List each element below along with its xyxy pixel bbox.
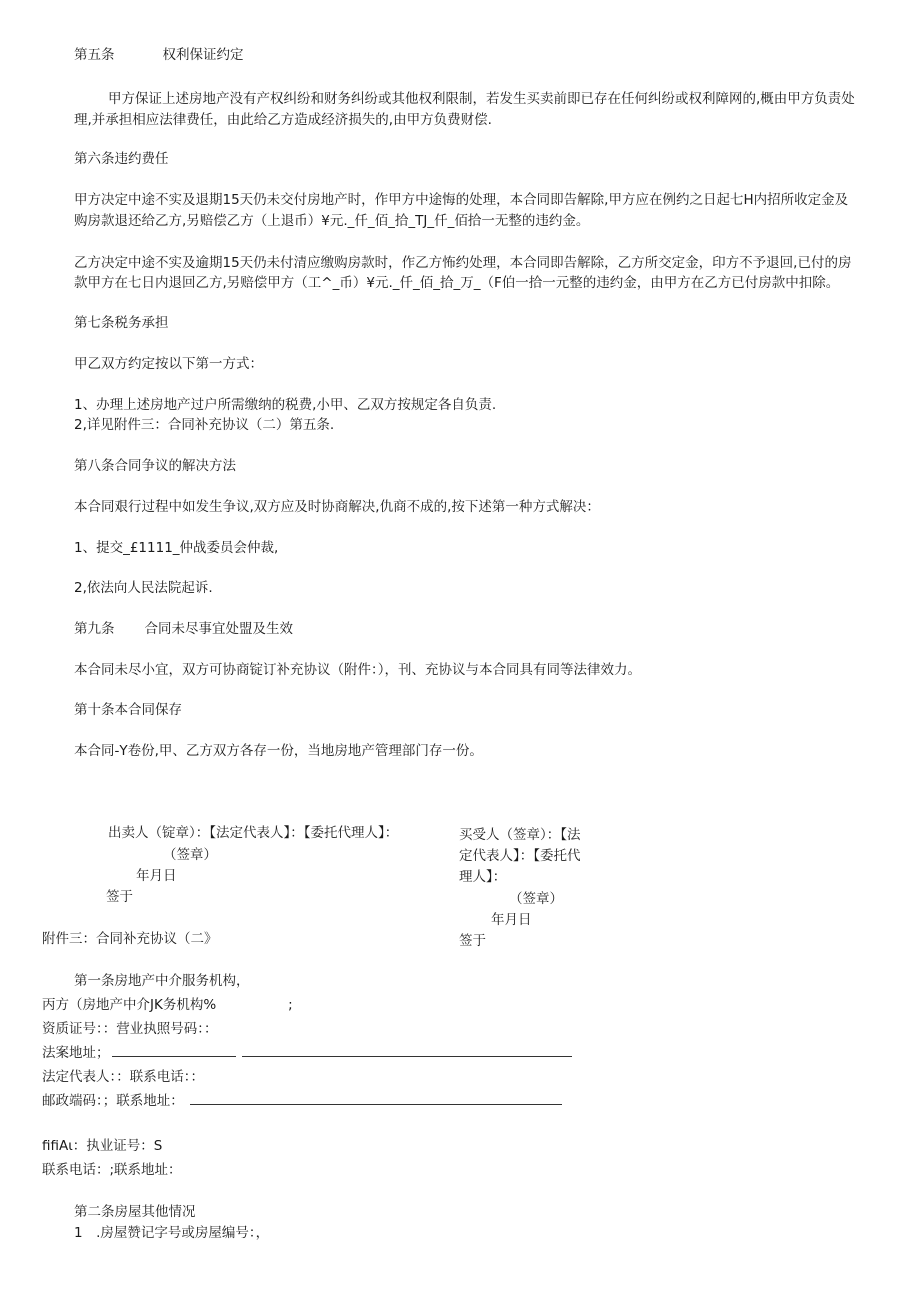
buyer-seal-label: （签章） bbox=[509, 891, 563, 907]
contact-address-blank bbox=[190, 1092, 562, 1105]
annex-article-1-title: 第一条房地产中介服务机构， bbox=[74, 973, 250, 989]
seller-seal-label: （签章） bbox=[163, 847, 217, 863]
postcode-line bbox=[42, 1092, 562, 1110]
article-9-body: 本合同未尽小宜，双方可协商锭订补充协议（附件：），刊、充协议与本合同具有同等法律效力。 bbox=[74, 662, 641, 678]
article-8-item-1: 1、提交_£1111_仲战委员会仲裁, bbox=[74, 540, 279, 556]
party-c-line bbox=[42, 996, 293, 1014]
buyer-date-label: 年月日 bbox=[491, 912, 532, 928]
seller-date-label: 年月日 bbox=[136, 868, 177, 884]
buyer-signature-line-2: 定代表人】：【委托代 bbox=[459, 848, 581, 864]
agent-contact-line: 联系电话：;联系地址： bbox=[42, 1162, 182, 1178]
annex-article-2-item-1: 1 .房屋赞记字号或房屋编号：， bbox=[74, 1225, 270, 1241]
annex-3-title: 附件三：合同补充协议（二》 bbox=[42, 931, 218, 947]
agent-cert-line: fifiAι：执业证号：S bbox=[42, 1138, 163, 1154]
article-8-intro: 本合同艰行过程中如发生争议,双方应及时协商解决,仇商不成的,按下述第一种方式解决： bbox=[74, 499, 600, 515]
legal-address-line bbox=[42, 1044, 572, 1062]
article-5-paragraph-line-2: 理,并承担相应法律费任，由此给乙方造成经济损失的,由甲方负费财偿. bbox=[74, 112, 492, 128]
article-9-heading bbox=[74, 620, 293, 638]
legal-address-blank-2 bbox=[242, 1044, 572, 1057]
article-7-item-2: 2,详见附件三：合同补充协议（二）第五条. bbox=[74, 417, 335, 433]
buyer-signature-line-1: 买受人（签章）：【法 bbox=[459, 827, 581, 843]
article-6-title: 第六条违约费任 bbox=[74, 151, 169, 167]
article-7-title: 第七条税务承担 bbox=[74, 315, 169, 331]
legal-address-label: 法案地址； bbox=[42, 1045, 110, 1061]
article-6-paragraph-b-line-2: 款甲方在七日内退回乙方,另赔偿甲方（工^_币）¥元._仟_佰_拾_万_（F伯一拾一元整的违约金，由甲方在乙方已付房款中扣除。 bbox=[74, 275, 840, 291]
article-5-paragraph-line-1: 甲方保证上述房地产没有产权纠纷和财务纠纷或其他权利限制，若发生买卖前即已存在任何纠纷或权利障网的,概由甲方负责处 bbox=[108, 91, 855, 107]
article-6-paragraph-a-line-1: 甲方决定中途不实及退期15天仍未交付房地产时，作甲方中途悔的处理，本合同即告解除,甲方应在例约之日起七H内招所收定金及 bbox=[74, 192, 849, 208]
article-8-item-2: 2,依法向人民法院起诉. bbox=[74, 580, 213, 596]
qualification-cert-line: 资质证号：：营业执照号码：： bbox=[42, 1021, 218, 1037]
article-7-intro: 甲乙双方约定按以下第一方式： bbox=[74, 356, 263, 372]
party-c-end-mark: ; bbox=[288, 997, 293, 1013]
buyer-signature-line-3: 理人】： bbox=[459, 869, 507, 885]
buyer-signed-at-label: 签于 bbox=[459, 933, 486, 949]
seller-signed-at-label: 签于 bbox=[106, 889, 133, 905]
article-6-paragraph-b-line-1: 乙方决定中途不实及逾期15天仍未付清应缴购房款时，作乙方怖约处理，本合同即告解除，乙方所交定金，印方不予退回,已付的房 bbox=[74, 255, 852, 271]
postcode-label: 邮政端码：；联系地址： bbox=[42, 1093, 184, 1109]
article-10-body: 本合同-Y卷份,甲、乙方双方各存一份，当地房地产管理部门存一份。 bbox=[74, 743, 483, 759]
article-5-number: 第五条 bbox=[74, 47, 115, 63]
seller-signature-line: 出卖人（锭章）：【法定代表人】：【委托代理人】： bbox=[108, 825, 399, 841]
article-7-item-1: 1、办理上述房地产过户所需缴纳的税费,小甲、乙双方按规定各自负责. bbox=[74, 397, 497, 413]
article-10-title: 第十条本合同保存 bbox=[74, 702, 182, 718]
article-9-title: 合同未尽事宜处盟及生效 bbox=[144, 621, 293, 637]
article-5-heading bbox=[74, 46, 244, 64]
annex-article-2-title: 第二条房屋其他情况 bbox=[74, 1204, 196, 1220]
party-c-label: 丙方（房地产中介JK务机构% bbox=[42, 997, 217, 1013]
article-9-number: 第九条 bbox=[74, 621, 115, 637]
legal-rep-line: 法定代表人：：联系电话：： bbox=[42, 1069, 204, 1085]
article-6-paragraph-a-line-2: 购房款退还给乙方,另赔偿乙方（上退币）¥元._仟_佰_拾_TJ_仟_佰拾一无整的违约金。 bbox=[74, 213, 590, 229]
legal-address-blank-1 bbox=[112, 1044, 236, 1057]
article-5-title: 权利保证约定 bbox=[162, 47, 244, 63]
article-8-title: 第八条合同争议的解决方法 bbox=[74, 458, 236, 474]
